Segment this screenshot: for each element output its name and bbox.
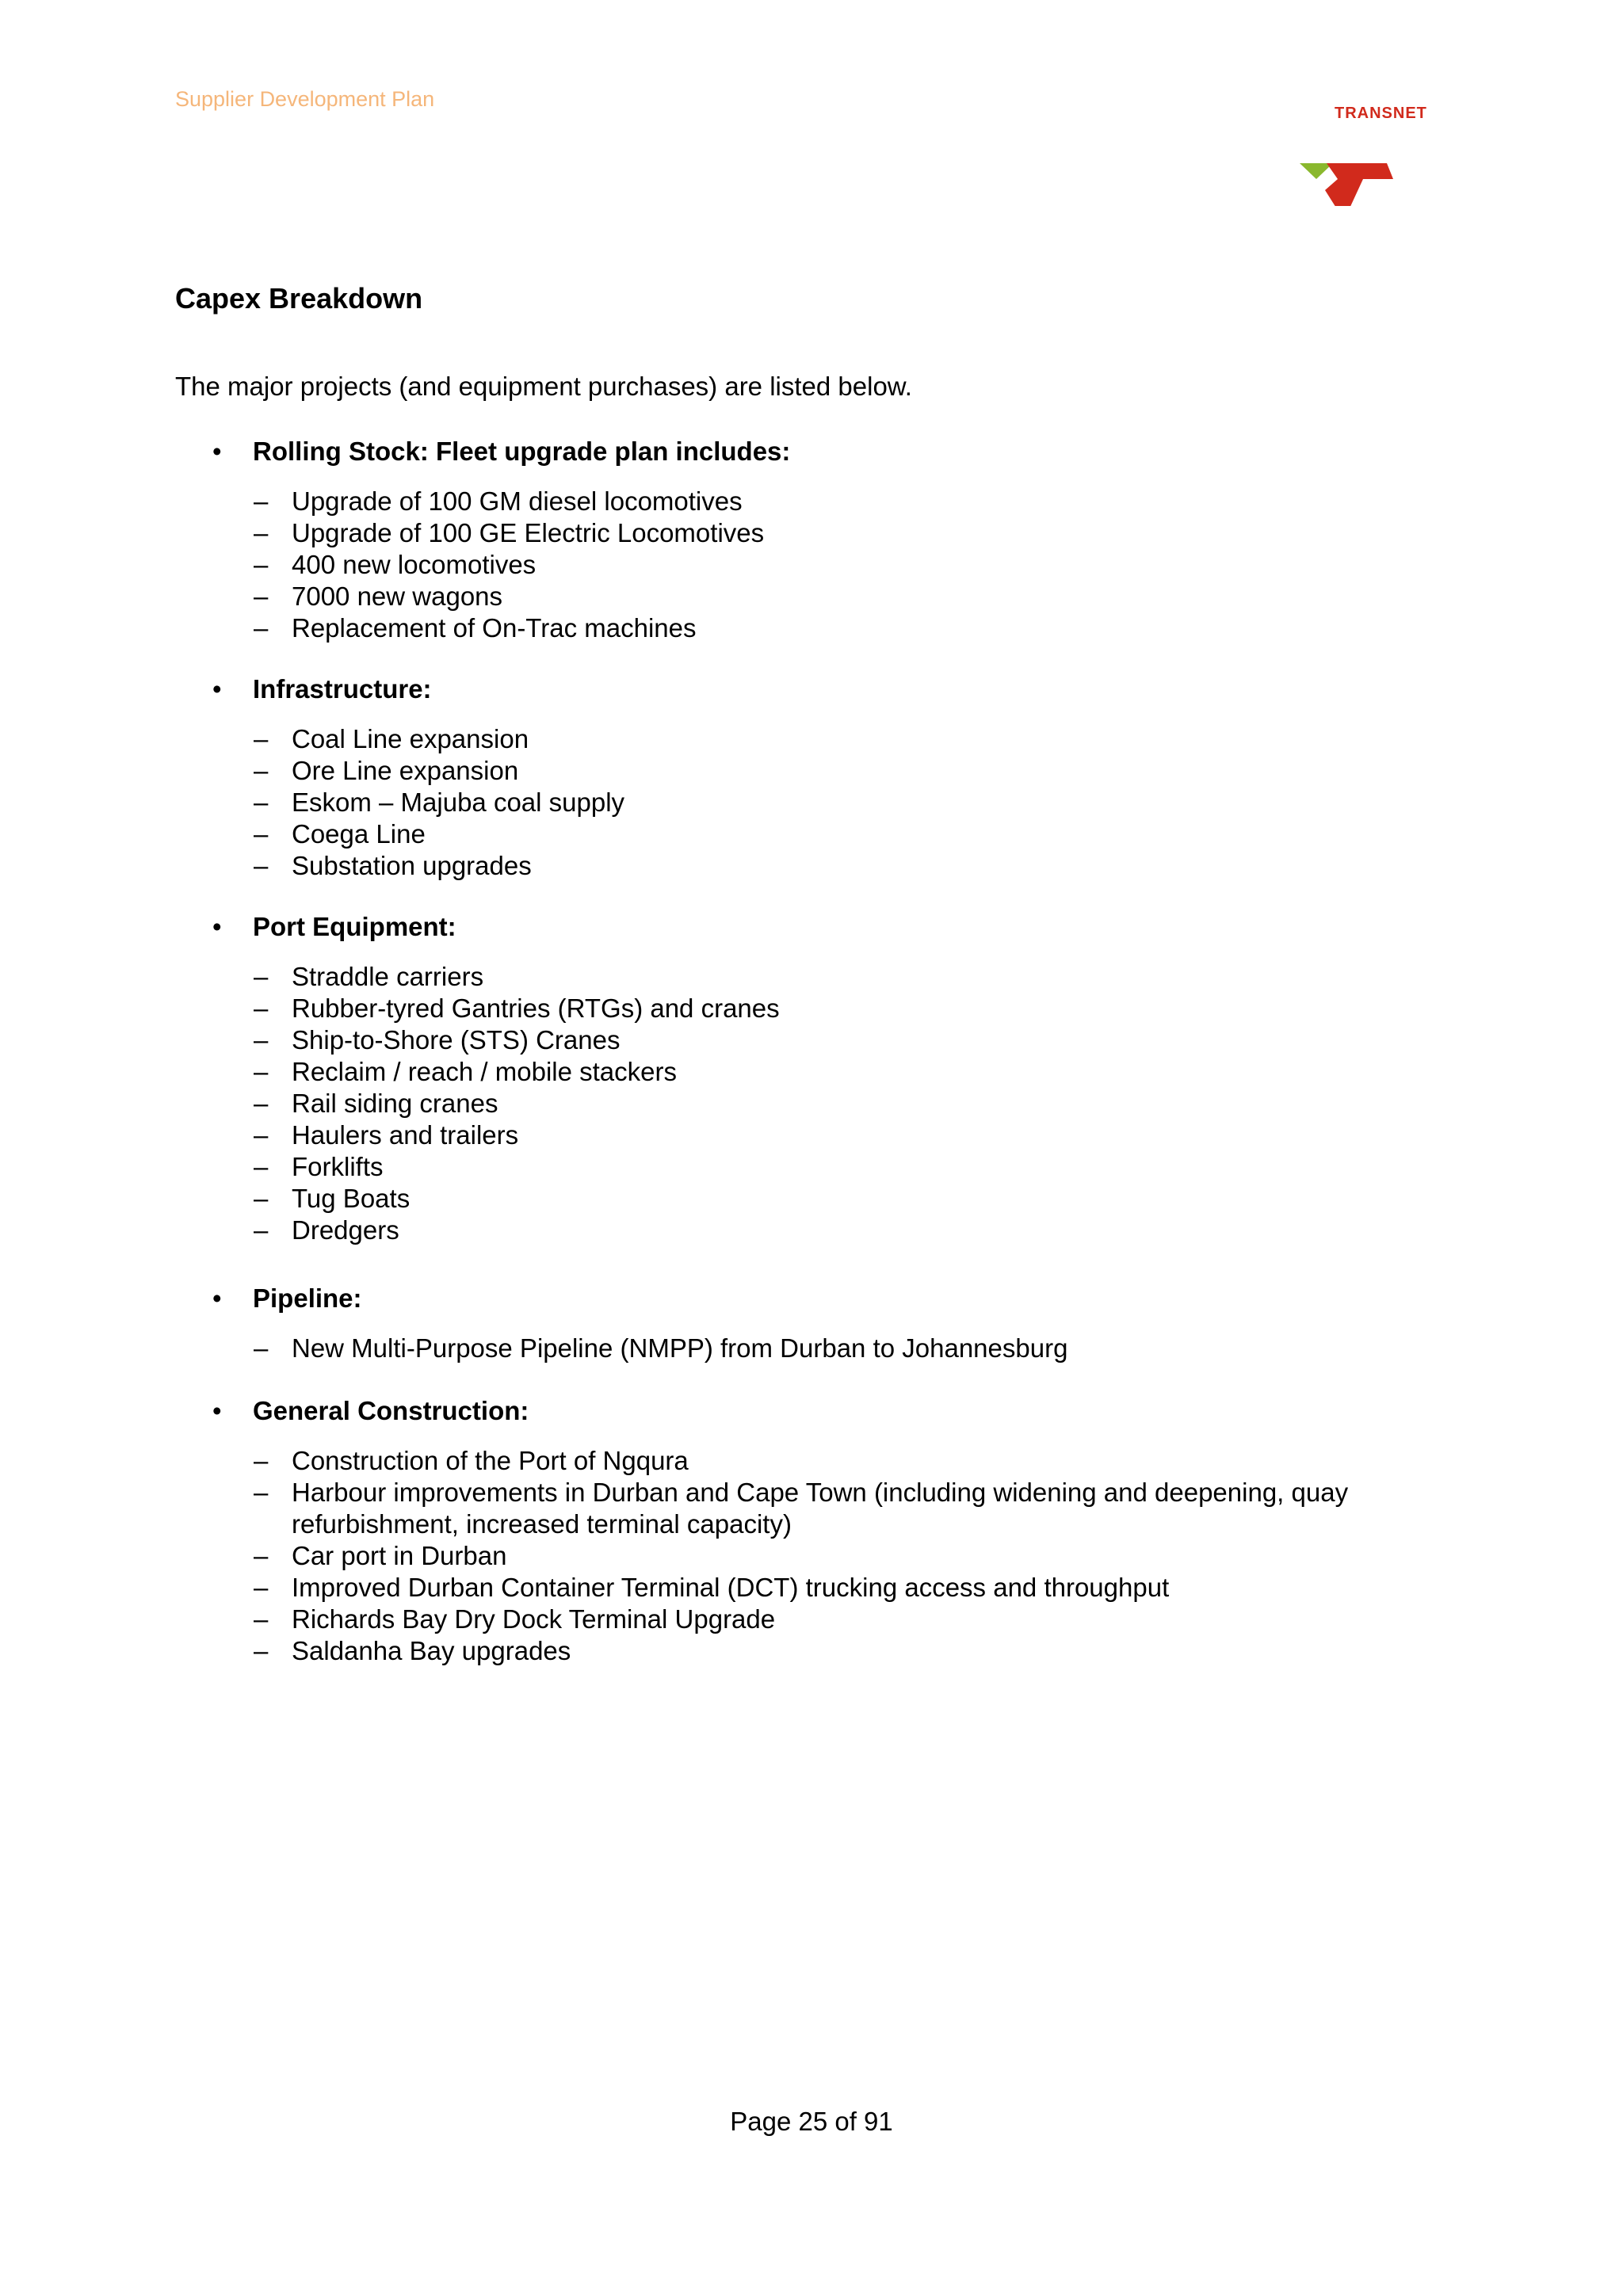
list-dash: – <box>254 756 269 785</box>
list-item-text: Ore Line expansion <box>292 756 519 785</box>
section-heading: General Construction: <box>253 1396 529 1425</box>
section-bullet: • <box>212 1283 222 1313</box>
logo-mark-icon <box>1300 135 1395 206</box>
list-item-text: Replacement of On-Trac machines <box>292 613 697 643</box>
list-dash: – <box>254 819 269 849</box>
list-item-text: Improved Durban Container Terminal (DCT) trucking access and throughput <box>292 1573 1170 1602</box>
list-item-text: Tug Boats <box>292 1184 411 1213</box>
list-dash: – <box>254 1573 269 1602</box>
list-dash: – <box>254 1636 269 1665</box>
list-dash: – <box>254 851 269 880</box>
section-heading: Pipeline: <box>253 1283 362 1313</box>
list-item-text: Coal Line expansion <box>292 724 529 753</box>
intro-paragraph: The major projects (and equipment purchases) are listed below. <box>175 372 912 401</box>
list-item-text: Coega Line <box>292 819 426 849</box>
running-header: Supplier Development Plan <box>175 87 435 111</box>
section-bullet: • <box>212 1396 222 1425</box>
list-dash: – <box>254 613 269 643</box>
list-dash: – <box>254 1541 269 1570</box>
list-dash: – <box>254 582 269 611</box>
list-dash: – <box>254 1446 269 1475</box>
logo-red-shape <box>1325 163 1393 206</box>
list-item-text: Dredgers <box>292 1215 399 1245</box>
list-dash: – <box>254 1025 269 1055</box>
section-heading: Port Equipment: <box>253 912 456 941</box>
list-item-text: Harbour improvements in Durban and Cape Town (including widening and deepening, quay refurbishment, increased terminal capacity) <box>292 1478 1349 1539</box>
list-dash: – <box>254 724 269 753</box>
list-dash: – <box>254 1152 269 1181</box>
section-bullet: • <box>212 674 222 704</box>
transnet-logo <box>1300 103 1442 206</box>
list-dash: – <box>254 1089 269 1118</box>
list-item-text: New Multi-Purpose Pipeline (NMPP) from Durban to Johannesburg <box>292 1333 1068 1363</box>
list-item-text: Upgrade of 100 GM diesel locomotives <box>292 486 743 516</box>
list-dash: – <box>254 1215 269 1245</box>
section-heading: Infrastructure: <box>253 674 432 704</box>
page-title: Capex Breakdown <box>175 282 423 315</box>
list-dash: – <box>254 962 269 991</box>
list-item-text: 400 new locomotives <box>292 550 537 579</box>
page-number: Page 25 of 91 <box>730 2107 893 2136</box>
logo-wordmark: TRANSNET <box>1335 105 1427 122</box>
list-item-text: Straddle carriers <box>292 962 484 991</box>
list-dash: – <box>254 550 269 579</box>
list-item-text: Construction of the Port of Ngqura <box>292 1446 689 1475</box>
list-dash: – <box>254 1057 269 1086</box>
list-item-text: Haulers and trailers <box>292 1120 519 1150</box>
list-item-text: Richards Bay Dry Dock Terminal Upgrade <box>292 1604 776 1634</box>
list-dash: – <box>254 788 269 817</box>
section-heading: Rolling Stock: Fleet upgrade plan includes: <box>253 437 791 466</box>
list-item-text: Eskom – Majuba coal supply <box>292 788 625 817</box>
section-bullet: • <box>212 437 222 466</box>
list-dash: – <box>254 486 269 516</box>
list-item-text: Rail siding cranes <box>292 1089 498 1118</box>
list-item-text: Car port in Durban <box>292 1541 507 1570</box>
list-dash: – <box>254 1184 269 1213</box>
list-dash: – <box>254 1333 269 1363</box>
list-dash: – <box>254 1604 269 1634</box>
list-dash: – <box>254 518 269 547</box>
logo-green-triangle <box>1300 163 1333 179</box>
list-item-text: 7000 new wagons <box>292 582 503 611</box>
list-item-text: Forklifts <box>292 1152 384 1181</box>
list-dash: – <box>254 1120 269 1150</box>
section-bullet: • <box>212 912 222 941</box>
list-dash: – <box>254 1478 269 1507</box>
list-dash: – <box>254 994 269 1023</box>
list-item-text: Saldanha Bay upgrades <box>292 1636 571 1665</box>
list-item-text: Upgrade of 100 GE Electric Locomotives <box>292 518 765 547</box>
list-item-text: Ship-to-Shore (STS) Cranes <box>292 1025 621 1055</box>
list-item-text: Substation upgrades <box>292 851 532 880</box>
list-item-text: Rubber-tyred Gantries (RTGs) and cranes <box>292 994 780 1023</box>
list-item-text: Reclaim / reach / mobile stackers <box>292 1057 677 1086</box>
